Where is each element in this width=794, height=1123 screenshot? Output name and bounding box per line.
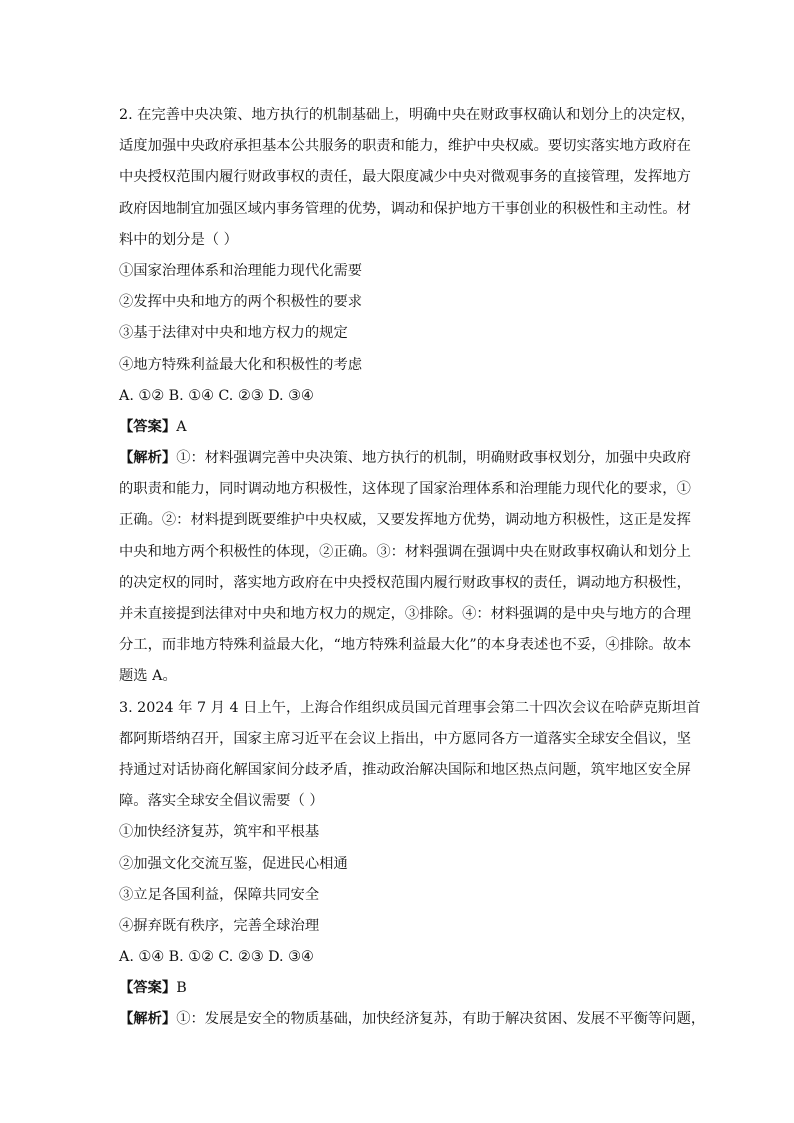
question-2-answer [119, 412, 679, 443]
analysis-text: ①：材料强调完善中央决策、地方执行的机制，明确财政事权划分，加强中央政府 [176, 450, 691, 467]
question-3 [119, 693, 706, 1036]
document-page [119, 100, 706, 1036]
question-2-statement-1: ①国家治理体系和治理能力现代化需要 [119, 262, 363, 279]
question-2-analysis-line: 并未直接提到法律对中央和地方权力的规定，③排除。④：材料强调的是中央与地方的合理 [119, 606, 691, 622]
question-2-statement-2: ②发挥中央和地方的两个积极性的要求 [119, 294, 363, 311]
analysis-tag: 【解析】 [119, 450, 177, 467]
question-2-analysis-line: 题选 A。 [119, 668, 177, 685]
question-2-stem-line: 2. 在完善中央决策、地方执行的机制基础上，明确中央在财政事权确认和划分上的决定权， [119, 107, 695, 123]
question-2-analysis-line [119, 443, 691, 474]
question-2-stem-line: 中央授权范围内履行财政事权的责任，最大限度减少中央对微观事务的直接管理，发挥地方 [119, 169, 691, 186]
question-3-stem-line: 持通过对话协商化解国家间分歧矛盾，推动政治解决国际和地区热点问题，筑牢地区安全屏 [119, 761, 691, 778]
question-2-statement-3: ③基于法律对中央和地方权力的规定 [119, 325, 348, 342]
question-3-stem-line: 都阿斯塔纳召开，国家主席习近平在会议上指出，中方愿同各方一道落实全球安全倡议，坚 [119, 730, 691, 747]
question-2-options: A. ①② B. ①④ C. ②③ D. ③④ [119, 387, 314, 404]
question-2-analysis-line: 的职责和能力，同时调动地方积极性，这体现了国家治理体系和治理能力现代化的要求，① [119, 481, 691, 498]
question-2-analysis-line: 的决定权的同时，落实地方政府在中央授权范围内履行财政事权的责任，调动地方积极性， [119, 574, 691, 591]
question-3-statement-1: ①加快经济复苏，筑牢和平根基 [119, 824, 320, 841]
answer-value: B [176, 980, 187, 997]
question-2-analysis-line: 分工，而非地方特殊利益最大化，“地方特殊利益最大化”的本身表述也不妥，④排除。故本 [119, 637, 692, 654]
answer-tag: 【答案】 [119, 980, 177, 997]
question-2-analysis-line: 中央和地方两个积极性的体现，②正确。③：材料强调在强调中央在财政事权确认和划分上 [119, 543, 691, 560]
analysis-text: ①：发展是安全的物质基础，加快经济复苏，有助于解决贫困、发展不平衡等问题， [176, 1011, 706, 1028]
question-3-statement-3: ③立足各国利益，保障共同安全 [119, 886, 320, 903]
question-2-stem-line: 政府因地制宜加强区域内事务管理的优势，调动和保护地方干事创业的积极性和主动性。材 [119, 200, 691, 217]
analysis-tag: 【解析】 [119, 1011, 177, 1028]
question-3-answer [119, 973, 679, 1004]
answer-tag: 【答案】 [119, 418, 177, 435]
answer-value: A [176, 418, 187, 435]
question-3-statement-2: ②加强文化交流互鉴，促进民心相通 [119, 855, 348, 872]
question-2-analysis-line: 正确。②：材料提到既要维护中央权威，又要发挥地方优势，调动地方积极性，这正是发挥 [119, 512, 691, 529]
question-2-stem-line: 料中的划分是（ ） [119, 231, 238, 248]
question-2-statement-4: ④地方特殊利益最大化和积极性的考虑 [119, 356, 363, 373]
question-3-options: A. ①④ B. ①② C. ②③ D. ③④ [119, 949, 314, 966]
question-2-stem-line: 适度加强中央政府承担基本公共服务的职责和能力，维护中央权威。要切实落实地方政府在 [119, 138, 691, 155]
question-3-stem-line: 3. 2024 年 7 月 4 日上午，上海合作组织成员国元首理事会第二十四次会议在哈萨克斯坦首 [119, 699, 701, 716]
question-3-analysis-line [119, 1004, 706, 1035]
question-2 [119, 100, 695, 693]
question-3-stem-line: 障。落实全球安全倡议需要（ ） [119, 793, 324, 810]
question-3-statement-4: ④摒弃既有秩序，完善全球治理 [119, 917, 320, 934]
